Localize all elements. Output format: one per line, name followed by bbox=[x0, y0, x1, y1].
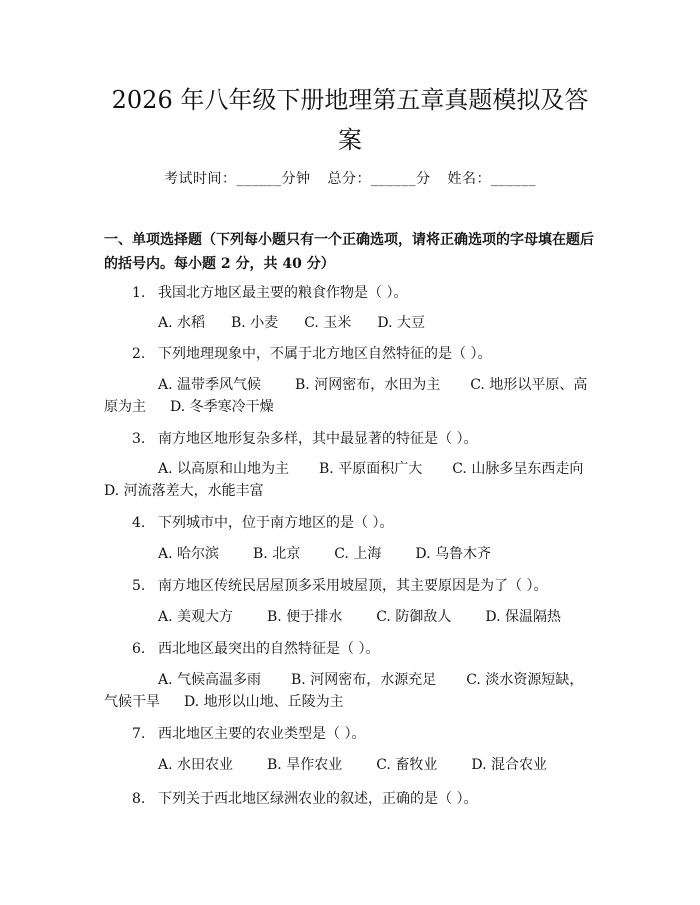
option: C. 畜牧业 bbox=[376, 757, 438, 773]
exam-time: 考试时间：______分钟 bbox=[164, 171, 311, 187]
question-options bbox=[104, 754, 594, 776]
option: C. 山脉多呈东西走向 bbox=[452, 461, 584, 477]
question-text: 西北地区主要的农业类型是（ ）。 bbox=[158, 726, 366, 742]
title-line-1: 2026 年八年级下册地理第五章真题模拟及答 bbox=[111, 86, 589, 114]
option: C. 地形以平原、高原为主 bbox=[104, 377, 588, 415]
option: C. 防御敌人 bbox=[376, 609, 452, 625]
question-text: 我国北方地区最主要的粮食作物是（ ）。 bbox=[158, 285, 408, 301]
question-number: 2. bbox=[132, 346, 146, 362]
option: A. 以高原和山地为主 bbox=[158, 461, 290, 477]
option: D. 乌鲁木齐 bbox=[415, 546, 491, 562]
total-score: 总分：______分 bbox=[327, 171, 431, 187]
option: D. 大豆 bbox=[377, 315, 425, 331]
question bbox=[132, 638, 602, 660]
document-title bbox=[0, 80, 700, 160]
question-text: 下列关于西北地区绿洲农业的叙述，正确的是（ ）。 bbox=[158, 791, 478, 807]
question bbox=[132, 343, 602, 365]
option: D. 冬季寒冷干燥 bbox=[170, 399, 274, 415]
question bbox=[132, 723, 602, 745]
option: C. 玉米 bbox=[304, 315, 352, 331]
question-text: 下列城市中，位于南方地区的是（ ）。 bbox=[158, 515, 394, 531]
question-text: 西北地区最突出的自然特征是（ ）。 bbox=[158, 641, 380, 657]
option: A. 温带季风气候 bbox=[158, 377, 262, 393]
option: A. 哈尔滨 bbox=[158, 546, 220, 562]
option: A. 水稻 bbox=[158, 315, 206, 331]
exam-info bbox=[0, 168, 700, 188]
question bbox=[132, 428, 602, 450]
option: B. 河网密布，水源充足 bbox=[291, 672, 437, 688]
question-text: 南方地区传统民居屋顶多采用坡屋顶，其主要原因是为了（ ）。 bbox=[158, 578, 548, 594]
option: A. 美观大方 bbox=[158, 609, 234, 625]
option: A. 气候高温多雨 bbox=[158, 672, 262, 688]
question-text: 南方地区地形复杂多样，其中最显著的特征是（ ）。 bbox=[158, 431, 478, 447]
title-line-2: 案 bbox=[338, 126, 362, 154]
student-name: 姓名：______ bbox=[447, 171, 536, 187]
option: B. 小麦 bbox=[231, 315, 279, 331]
option: A. 水田农业 bbox=[158, 757, 234, 773]
option: B. 旱作农业 bbox=[267, 757, 343, 773]
option: C. 上海 bbox=[334, 546, 382, 562]
question-number: 1. bbox=[132, 285, 146, 301]
question bbox=[132, 282, 602, 304]
question bbox=[132, 575, 602, 597]
question-number: 6. bbox=[132, 641, 146, 657]
option: B. 河网密布，水田为主 bbox=[295, 377, 441, 393]
question-options bbox=[104, 458, 594, 502]
question-number: 8. bbox=[132, 791, 146, 807]
option: B. 便于排水 bbox=[267, 609, 343, 625]
question-number: 3. bbox=[132, 431, 146, 447]
section-heading: 一、单项选择题（下列每小题只有一个正确选项，请将正确选项的字母填在题后的括号内。每小题 2 分，共 40 分） bbox=[104, 232, 594, 272]
question-number: 5. bbox=[132, 578, 146, 594]
option: D. 混合农业 bbox=[471, 757, 547, 773]
question-text: 下列地理现象中，不属于北方地区自然特征的是（ ）。 bbox=[158, 346, 492, 362]
question-number: 4. bbox=[132, 515, 146, 531]
option: B. 北京 bbox=[253, 546, 301, 562]
question-options bbox=[104, 669, 594, 713]
question-number: 7. bbox=[132, 726, 146, 742]
question-options bbox=[104, 543, 594, 565]
question bbox=[132, 788, 602, 810]
option: C. 淡水资源短缺，气候干旱 bbox=[104, 672, 584, 710]
option: D. 地形以山地、丘陵为主 bbox=[184, 694, 344, 710]
option: B. 平原面积广大 bbox=[319, 461, 423, 477]
option: D. 河流落差大，水能丰富 bbox=[104, 483, 264, 499]
question-options bbox=[104, 606, 594, 628]
question-options bbox=[104, 374, 594, 418]
option: D. 保温隔热 bbox=[485, 609, 561, 625]
question-options bbox=[104, 312, 594, 334]
question bbox=[132, 512, 602, 534]
